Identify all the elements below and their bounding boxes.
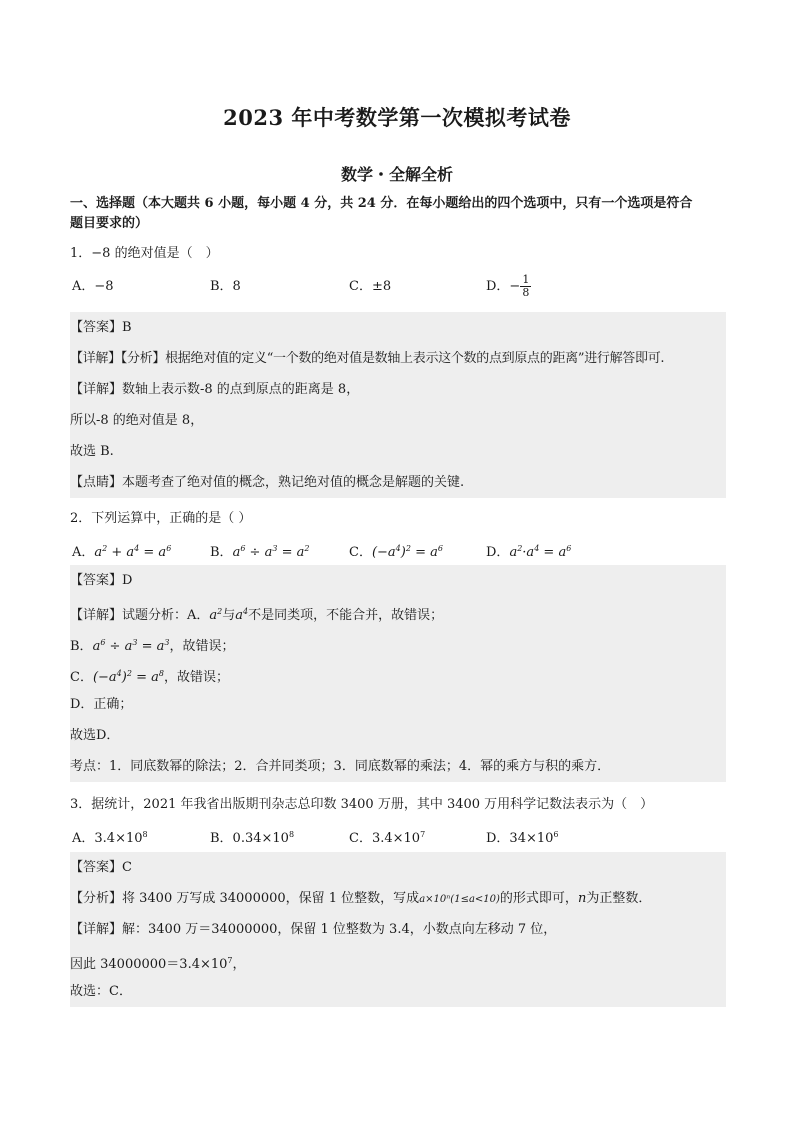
q2-detail-a-suffix: 不是同类项，不能合并，故错误； <box>248 608 444 623</box>
q3-detail-2 <box>70 945 726 976</box>
q3-option-d <box>486 820 559 854</box>
q2-option-d-prefix: D． <box>486 545 510 560</box>
q2-choose: 故选D． <box>70 728 120 743</box>
q3-detail-2-suffix: ， <box>232 957 246 972</box>
q2-option-c-prefix: C． <box>349 545 372 560</box>
question-2-options <box>70 534 726 564</box>
q3-analysis-part-2: 的形式即可， <box>499 891 578 906</box>
q3-option-a <box>72 820 148 854</box>
q3-option-d-exponent: 6 <box>553 830 559 839</box>
q3-option-b <box>210 820 294 854</box>
question-1 <box>70 238 726 304</box>
q3-analysis <box>70 883 726 914</box>
q3-option-a-base: A．3.4×10 <box>72 831 143 846</box>
question-2-solution <box>70 565 726 782</box>
q3-choose: 故选：C． <box>70 984 132 999</box>
q1-option-c: C．±8 <box>349 279 392 294</box>
q2-option-d-expression: $a^2\cdot a^4 = a^6$ <box>509 544 572 560</box>
q2-detail-a <box>70 596 726 627</box>
q3-analysis-form: a×10ⁿ(1≤a<10) <box>419 894 500 905</box>
q2-detail-b-expression: $a^6 \div a^3 = a^3$ <box>92 638 170 654</box>
q1-option-d-prefix: D．− <box>486 279 521 294</box>
q2-option-b <box>210 534 309 568</box>
q3-option-d-base: D．34×10 <box>486 831 554 846</box>
q3-analysis-part-1: 【分析】将 3400 万写成 34000000，保留 1 位整数，写成 <box>70 891 420 906</box>
q3-analysis-part-3: 为正整数． <box>586 891 652 906</box>
q1-option-d <box>486 269 531 304</box>
section-heading-line-2: 题目要求的） <box>70 216 149 231</box>
q1-option-d-fraction <box>520 274 531 299</box>
q1-analysis: 【详解】【分析】根据绝对值的定义“一个数的绝对值是数轴上表示这个数的点到原点的距离”进行解答即可. <box>70 351 665 366</box>
q2-detail-a-term-1: $a^2$ <box>209 607 223 623</box>
q3-answer: 【答案】C <box>70 860 132 875</box>
q2-option-d <box>486 534 571 568</box>
q2-detail-a-term-2: $a^4$ <box>235 607 249 623</box>
question-3-options <box>70 820 726 850</box>
question-1-options <box>70 269 726 304</box>
q3-option-c-exponent: 7 <box>420 830 426 839</box>
q1-comment: 【点睛】本题考查了绝对值的概念，熟记绝对值的概念是解题的关键. <box>70 475 465 490</box>
q1-detail-1: 【详解】数轴上表示数-8 的点到原点的距离是 8， <box>70 382 360 397</box>
fraction-numerator: 1 <box>522 273 530 286</box>
q3-analysis-n: n <box>577 891 587 906</box>
question-1-solution <box>70 312 726 498</box>
page-subtitle: 数学・全解全析 <box>340 165 453 184</box>
q2-detail-prefix: 【详解】试题分析：A． <box>70 608 210 623</box>
question-3-stem: 3．据统计，2021 年我省出版期刊杂志总印数 3400 万册，其中 3400 万用科学记数法表示为（ ） <box>70 797 654 812</box>
q1-detail-2: 所以-8 的绝对值是 8， <box>70 413 204 428</box>
q3-option-c <box>349 820 425 854</box>
q1-option-a: A．−8 <box>72 279 114 294</box>
q2-detail-d: D．正确； <box>70 697 133 712</box>
page-title: 2023 年中考数学第一次模拟考试卷 <box>223 105 571 130</box>
q3-option-b-base: B．0.34×10 <box>210 831 289 846</box>
q2-detail-a-mid: 与 <box>222 608 236 623</box>
q2-points: 考点：1．同底数幂的除法；2．合并同类项；3．同底数幂的乘法；4．幂的乘方与积的乘方． <box>70 759 611 774</box>
q2-option-c-expression: $(-a^4)^2 = a^6$ <box>371 544 443 560</box>
q1-option-b: B．8 <box>210 279 241 294</box>
fraction-denominator: 8 <box>522 286 530 299</box>
q3-detail-1: 【详解】解：3400 万＝34000000，保留 1 位整数为 3.4，小数点向左移动 7 位， <box>70 922 557 937</box>
q2-detail-b-suffix: ，故错误； <box>169 639 235 654</box>
q2-answer: 【答案】D <box>70 573 133 588</box>
q2-option-b-expression: $a^6 \div a^3 = a^2$ <box>232 544 310 560</box>
q2-option-b-prefix: B． <box>210 545 233 560</box>
question-2-stem: 2．下列运算中，正确的是（ ） <box>70 511 252 526</box>
q1-detail-3: 故选 B. <box>70 444 114 459</box>
q2-detail-b <box>70 627 726 658</box>
q2-option-a <box>72 534 171 568</box>
question-3 <box>70 789 726 850</box>
section-heading <box>70 194 726 234</box>
q3-option-c-base: C．3.4×10 <box>349 831 421 846</box>
q2-detail-b-prefix: B． <box>70 639 93 654</box>
q2-detail-c-suffix: ，故错误； <box>163 670 229 685</box>
q3-detail-2-exponent: 7 <box>227 956 233 965</box>
q3-detail-2-prefix: 因此 34000000＝3.4×10 <box>70 957 228 972</box>
q2-option-a-prefix: A． <box>72 545 95 560</box>
q2-detail-c-prefix: C． <box>70 670 93 685</box>
q2-detail-c-expression: $(-a^4)^2 = a^8$ <box>92 669 164 685</box>
q1-answer: 【答案】B <box>70 320 132 335</box>
q2-option-c <box>349 534 443 568</box>
q3-option-b-exponent: 8 <box>288 830 295 839</box>
section-heading-line-1: 一、选择题（本大题共 6 小题，每小题 4 分，共 24 分．在每小题给出的四个选项中，只有一个选项是符合 <box>70 196 693 211</box>
q3-option-a-exponent: 8 <box>142 830 148 839</box>
question-2 <box>70 503 726 564</box>
question-1-stem: 1．−8 的绝对值是（ ） <box>70 246 219 261</box>
q2-option-a-expression: $a^2 + a^4 = a^6$ <box>94 544 172 560</box>
q2-detail-c <box>70 658 726 689</box>
question-3-solution <box>70 852 726 1007</box>
